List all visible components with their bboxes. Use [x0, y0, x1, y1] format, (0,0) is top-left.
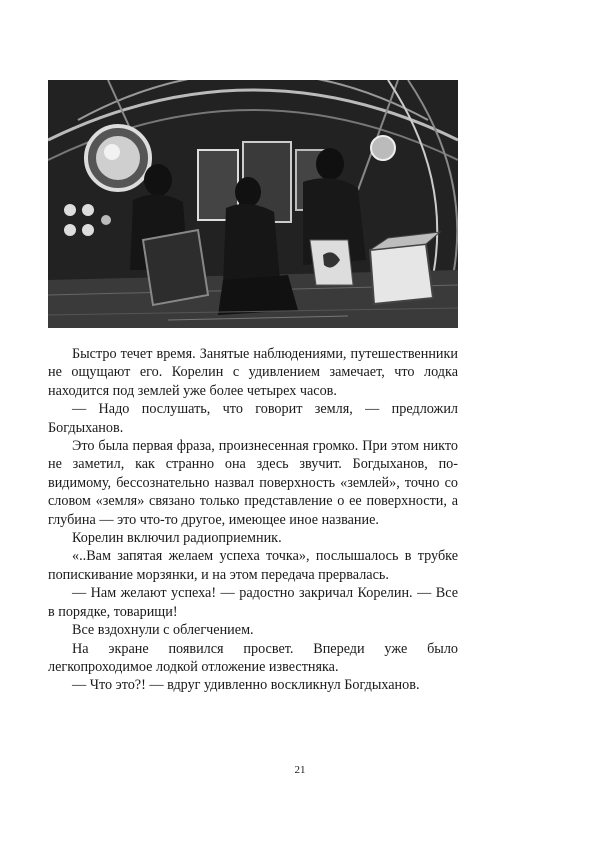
paragraph: Все вздохнули с облегчением.	[72, 622, 254, 639]
paragraph: Быстро течет время. Занятые наблюдениями, путешественники не ощущают его. Корелин с удивлением замечает, что лодка находится под землей уже более четырех часов.	[48, 346, 458, 399]
paragraph: Это была первая фраза, произнесенная громко. При этом никто не заметил, как странно она здесь звучит. Богдыханов, по-видимому, бессознательно назвал поверхность «землей», точно со словом «земля» связано только представление о ее поверхности, а глубина — это что-то другое, имеющее иное название.	[48, 438, 458, 528]
paragraph: Корелин включил радиоприемник.	[72, 530, 282, 547]
paragraph: — Нам желают успеха! — радостно закричал Корелин. — Все в порядке, товарищи!	[48, 585, 458, 620]
paragraph: На экране появился просвет. Впереди уже было легкопроходимое лодкой отложение известняка.	[48, 640, 458, 675]
paragraph: — Надо послушать, что говорит земля, — предложил Богдыханов.	[48, 401, 458, 436]
paragraph: «..Вам запятая желаем успеха точка», послышалось в трубке попискивание морзянки, и на этом передача прервалась.	[48, 548, 458, 583]
body-text	[48, 345, 458, 695]
page-number: 21	[294, 764, 306, 776]
submarine-cabin-illustration	[48, 80, 458, 328]
paragraph: — Что это?! — вдруг удивленно воскликнул Богдыханов.	[72, 677, 420, 694]
